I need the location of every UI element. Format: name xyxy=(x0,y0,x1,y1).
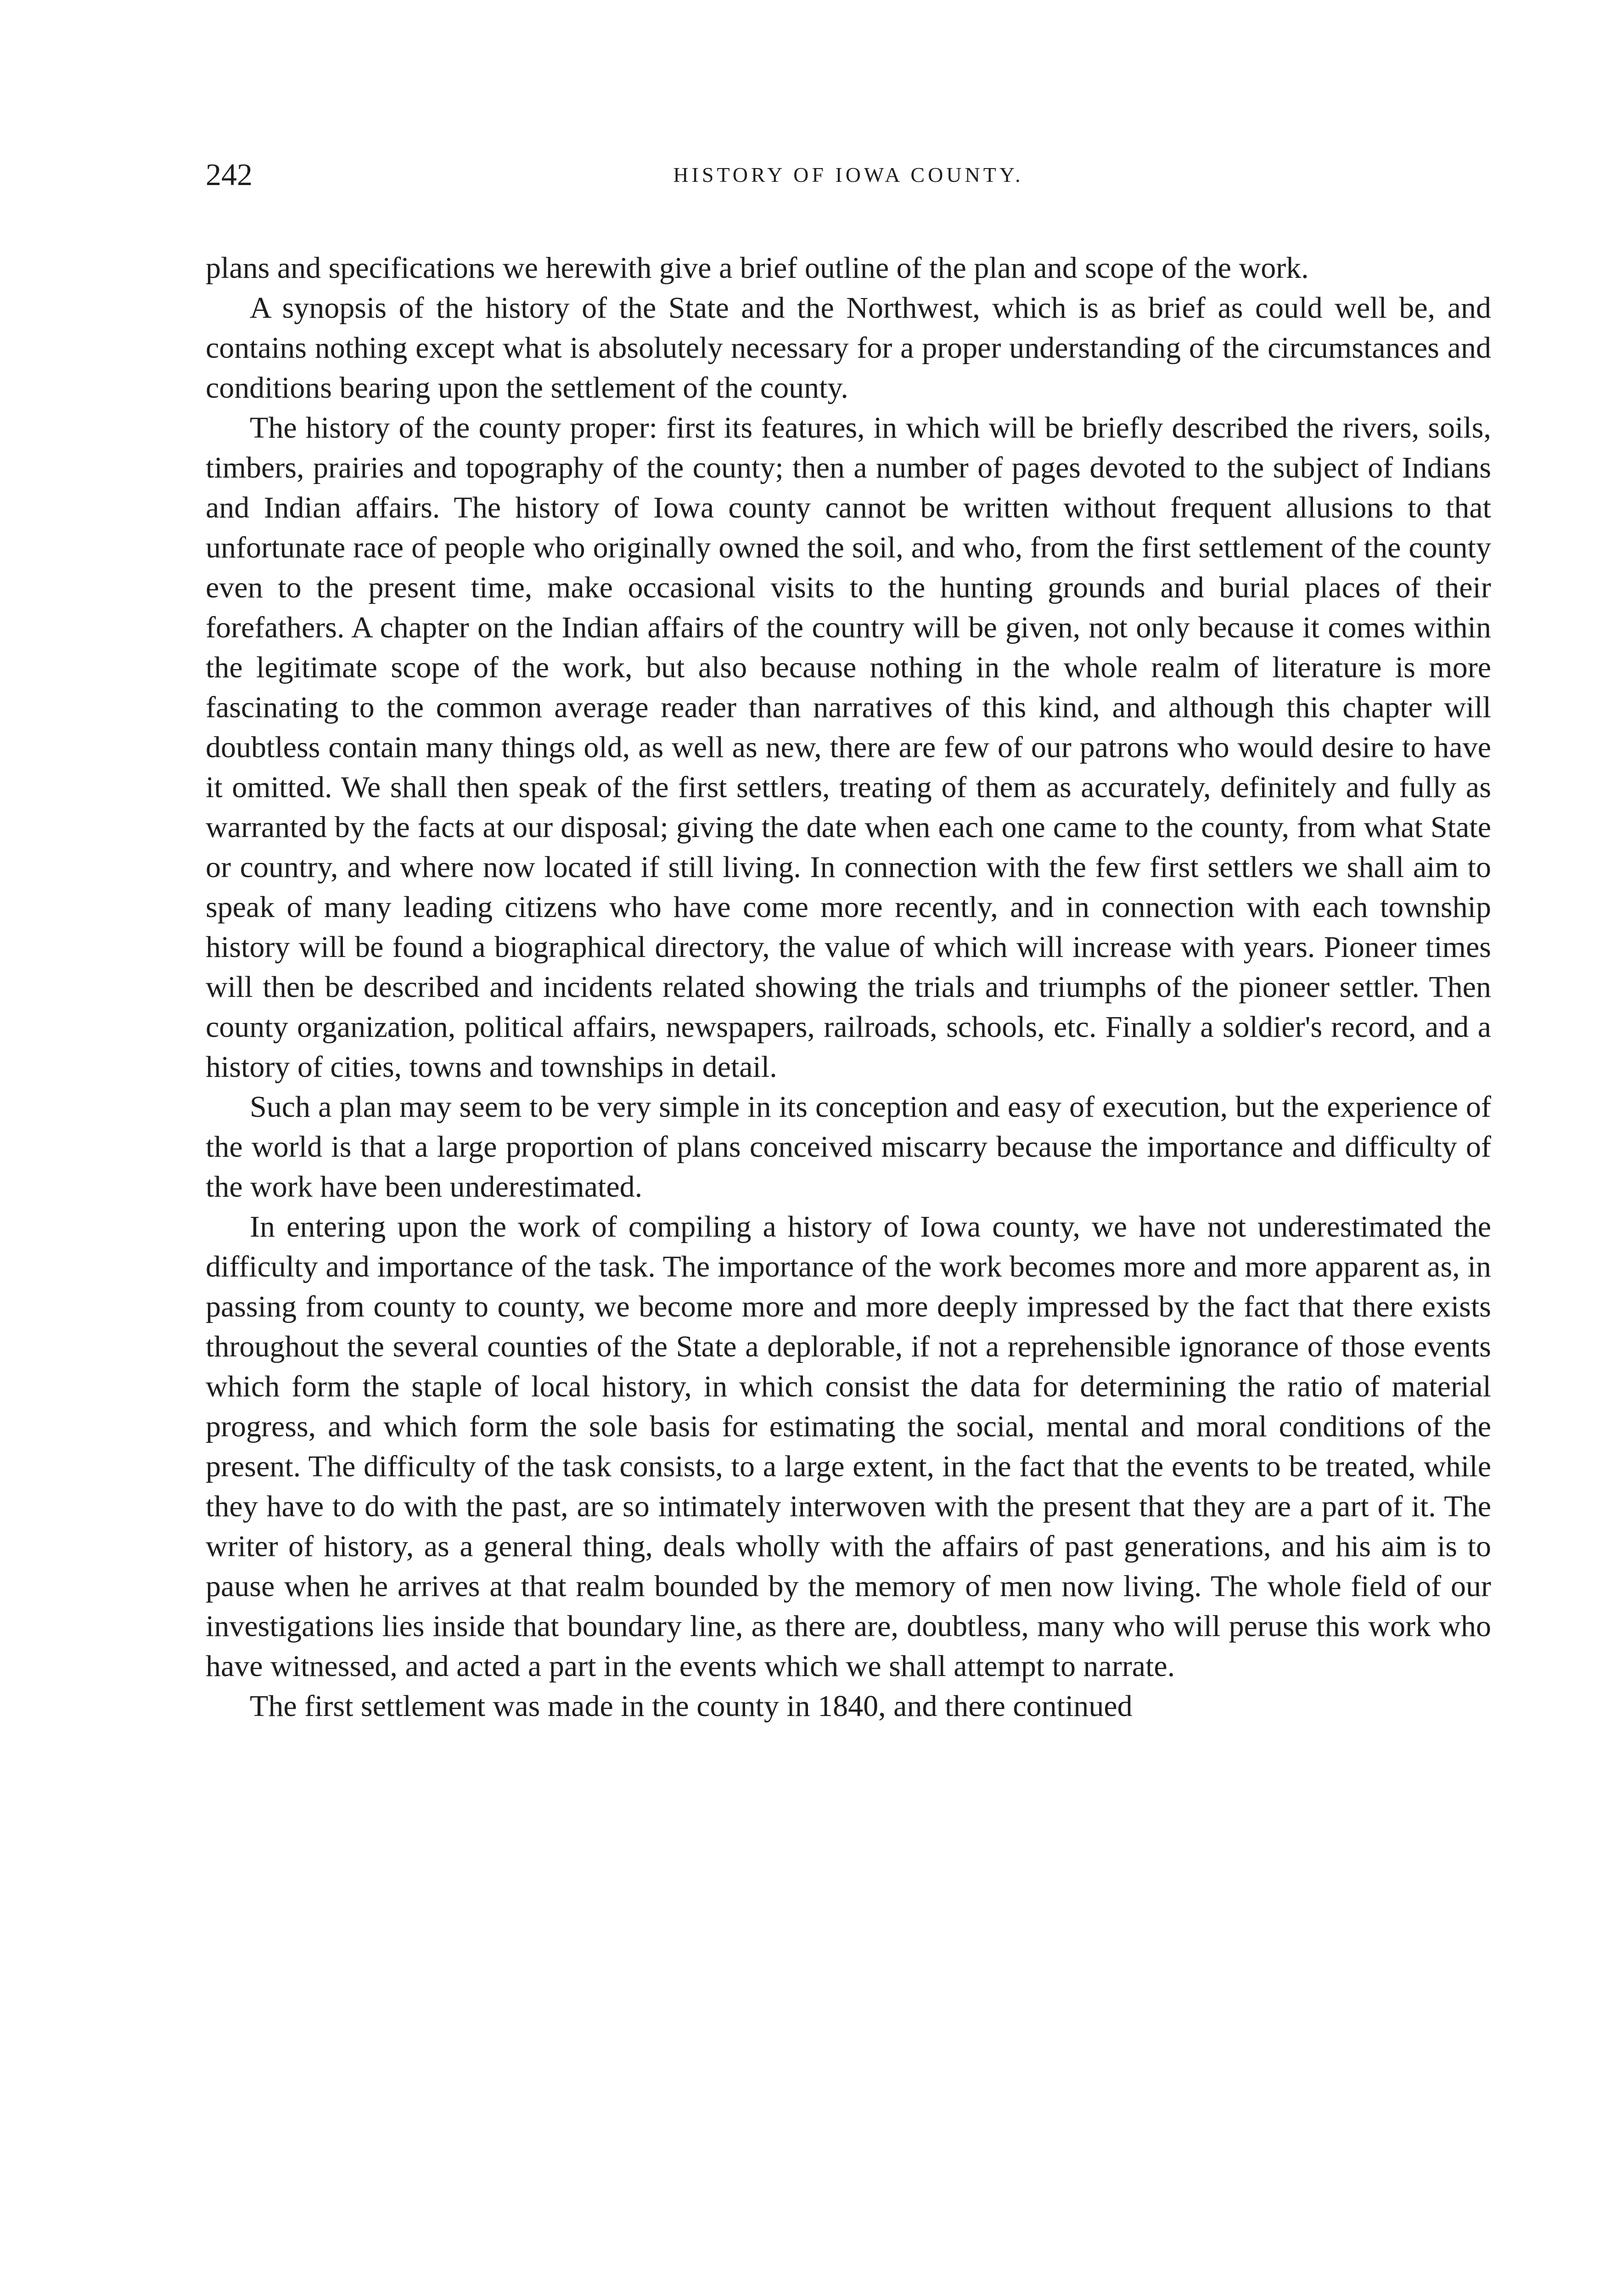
paragraph-continuation: plans and specifications we herewith give a brief outline of the plan and scope of the work. xyxy=(206,251,1309,285)
paragraph-first-settlement: The first settlement was made in the county in 1840, and there continued xyxy=(250,1689,1133,1723)
body-text xyxy=(206,248,1491,1726)
paragraph-synopsis: A synopsis of the history of the State and the Northwest, which is as brief as could well be, and contains nothing except what is absolutely necessary for a proper understanding of the circumstances and conditions bearing upon the settlement of the county. xyxy=(206,291,1491,405)
book-page xyxy=(206,156,1491,1726)
running-head xyxy=(206,156,1491,197)
page-number: 242 xyxy=(206,157,252,192)
running-title: HISTORY OF IOWA COUNTY. xyxy=(673,163,1024,186)
paragraph-county-history: The history of the county proper: first its features, in which will be briefly described the rivers, soils, timbers, prairies and topography of the county; then a number of pages devoted to the subject of Indians and Indian affairs. The history of Iowa county cannot be written without frequent allusions to that unfortunate race of people who originally owned the soil, and who, from the first settlement of the county even to the present time, make occasional visits to the hunting grounds and burial places of their forefathers. A chapter on the Indian affairs of the country will be given, not only because it comes within the legitimate scope of the work, but also because nothing in the whole realm of literature is more fascinating to the common average reader than narratives of this kind, and although this chapter will doubtless contain many things old, as well as new, there are few of our patrons who would desire to have it omitted. We shall then speak of the first settlers, treating of them as accurately, definitely and fully as warranted by the facts at our disposal; giving the date when each one came to the county, from what State or country, and where now located if still living. In connection with the few first settlers we shall aim to speak of many leading citizens who have come more recently, and in connection with each township history will be found a biographical directory, the value of which will increase with years. Pioneer times will then be described and incidents related showing the trials and triumphs of the pioneer settler. Then county organization, political affairs, newspapers, railroads, schools, etc. Finally a soldier's record, and a history of cities, towns and townships in detail. xyxy=(206,411,1491,1084)
paragraph-compiling: In entering upon the work of compiling a history of Iowa county, we have not underestimated the difficulty and importance of the task. The importance of the work becomes more and more apparent as, in passing from county to county, we become more and more deeply impressed by the fact that there exists throughout the several counties of the State a deplorable, if not a reprehensible ignorance of those events which form the staple of local history, in which consist the data for determining the ratio of material progress, and which form the sole basis for estimating the social, mental and moral conditions of the present. The difficulty of the task consists, to a large extent, in the fact that the events to be treated, while they have to do with the past, are so intimately interwoven with the present that they are a part of it. The writer of history, as a general thing, deals wholly with the affairs of past generations, and his aim is to pause when he arrives at that realm bounded by the memory of men now living. The whole field of our investigations lies inside that boundary line, as there are, doubtless, many who will peruse this work who have witnessed, and acted a part in the events which we shall attempt to narrate. xyxy=(206,1210,1491,1683)
paragraph-plan: Such a plan may seem to be very simple in its conception and easy of execution, but the experience of the world is that a large proportion of plans conceived miscarry because the importance and difficulty of the work have been underestimated. xyxy=(206,1090,1491,1204)
